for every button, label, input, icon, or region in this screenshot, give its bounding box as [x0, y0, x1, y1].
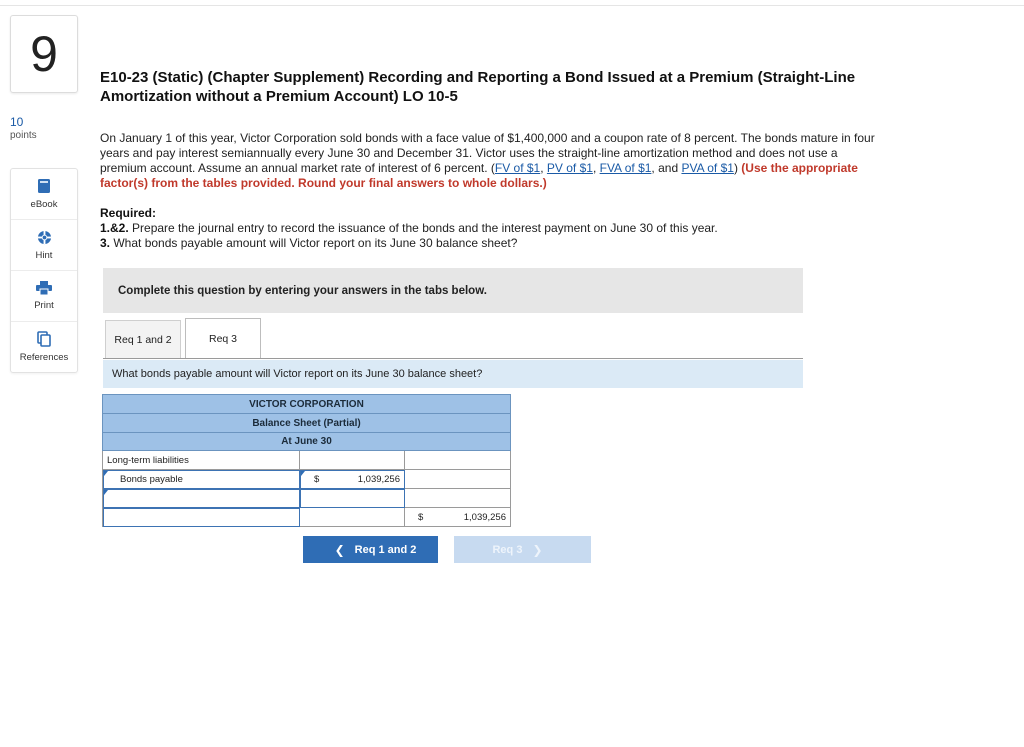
ebook-label: eBook [30, 199, 58, 210]
problem-title: E10-23 (Static) (Chapter Supplement) Recording and Reporting a Bond Issued at a Premium (Straight-Line Amortization without a Premium Account) LO 10-5 [100, 69, 856, 105]
points-value: 10 [10, 115, 24, 129]
references-icon [37, 331, 51, 347]
required-section [100, 206, 880, 251]
total-amount-cell [405, 508, 511, 527]
table-row [102, 508, 511, 527]
separator: , [540, 161, 547, 175]
line-item-label: Bonds payable [120, 474, 183, 485]
active-question-prompt: What bonds payable amount will Victor report on its June 30 balance sheet? [103, 360, 803, 388]
fva-table-link[interactable]: FVA of $1 [599, 161, 652, 175]
currency-symbol: $ [314, 474, 320, 485]
separator: , [592, 161, 600, 175]
tab-req-1-and-2[interactable]: Req 1 and 2 [105, 320, 181, 358]
fv-table-link[interactable]: FV of $1 [494, 161, 541, 175]
currency-symbol: $ [418, 511, 424, 523]
tab-req-3[interactable]: Req 3 [185, 318, 261, 359]
required-item-number: 1.&2. [100, 221, 129, 235]
empty-cell [405, 489, 511, 508]
line-item-amount: 1,039,256 [357, 474, 400, 485]
hint-icon [37, 230, 52, 245]
required-item-text: Prepare the journal entry to record the issuance of the bonds and the interest payment on June 30 of this year. [128, 221, 718, 235]
print-icon [36, 281, 52, 295]
instruction-banner: Complete this question by entering your answers in the tabs below. [103, 268, 803, 313]
pva-table-link[interactable]: PVA of $1 [681, 161, 734, 175]
chevron-right-icon: ❯ [532, 542, 543, 557]
instruction-text: (Use the appropriate factor(s) from the tables provided. Round your final answers to whole dollars.) [100, 161, 858, 190]
points-label: points [10, 130, 37, 141]
problem-text: On January 1 of this year, Victor Corporation sold bonds with a face value of $1,400,000 and a coupon rate of 8 percent. The bonds mature in four years and pay interest semiannually every June 30 and December 31. Victor uses the straight-line amortization method and does not use a premium account. Assume an annual market rate of interest of 6 percent. ( [100, 131, 875, 175]
line-item-label-field[interactable] [103, 489, 300, 508]
separator: ) [733, 161, 742, 175]
statement-name: Balance Sheet (Partial) [102, 413, 511, 432]
top-divider [0, 5, 1024, 6]
empty-cell [300, 451, 405, 470]
references-label: References [19, 352, 69, 363]
section-label: Long-term liabilities [103, 451, 300, 470]
previous-req-button[interactable] [303, 536, 438, 563]
question-number: 9 [10, 15, 78, 93]
print-button[interactable] [11, 271, 77, 322]
table-row [102, 489, 511, 508]
empty-cell [405, 451, 511, 470]
ebook-icon [37, 178, 51, 194]
balance-sheet-table [102, 394, 511, 527]
line-item-label-field[interactable] [103, 470, 300, 489]
empty-cell [300, 508, 405, 527]
pv-table-link[interactable]: PV of $1 [546, 161, 593, 175]
table-row [102, 470, 511, 489]
hint-button[interactable] [11, 220, 77, 271]
ebook-button[interactable] [11, 169, 77, 220]
required-heading: Required: [100, 206, 157, 220]
hint-label: Hint [35, 249, 53, 261]
required-item-number: 3. [100, 236, 111, 250]
company-name: VICTOR CORPORATION [102, 394, 511, 413]
table-row [102, 451, 511, 470]
tools-panel [10, 168, 78, 373]
tab-divider [103, 358, 803, 359]
total-amount: 1,039,256 [463, 511, 506, 523]
print-label: Print [34, 300, 54, 311]
empty-cell [405, 470, 511, 489]
total-label-field[interactable] [103, 508, 300, 527]
required-item-text: What bonds payable amount will Victor report on its June 30 balance sheet? [110, 236, 518, 250]
separator: , and [651, 161, 682, 175]
line-item-amount-field[interactable] [300, 489, 405, 508]
line-item-amount-field[interactable] [300, 470, 405, 489]
chevron-left-icon: ❮ [334, 542, 345, 557]
next-req-label: Req 3 [492, 543, 523, 556]
previous-req-label: Req 1 and 2 [354, 543, 417, 556]
statement-date: At June 30 [102, 432, 511, 451]
problem-statement [100, 131, 880, 191]
references-button[interactable] [11, 322, 77, 372]
next-req-button[interactable] [454, 536, 591, 563]
